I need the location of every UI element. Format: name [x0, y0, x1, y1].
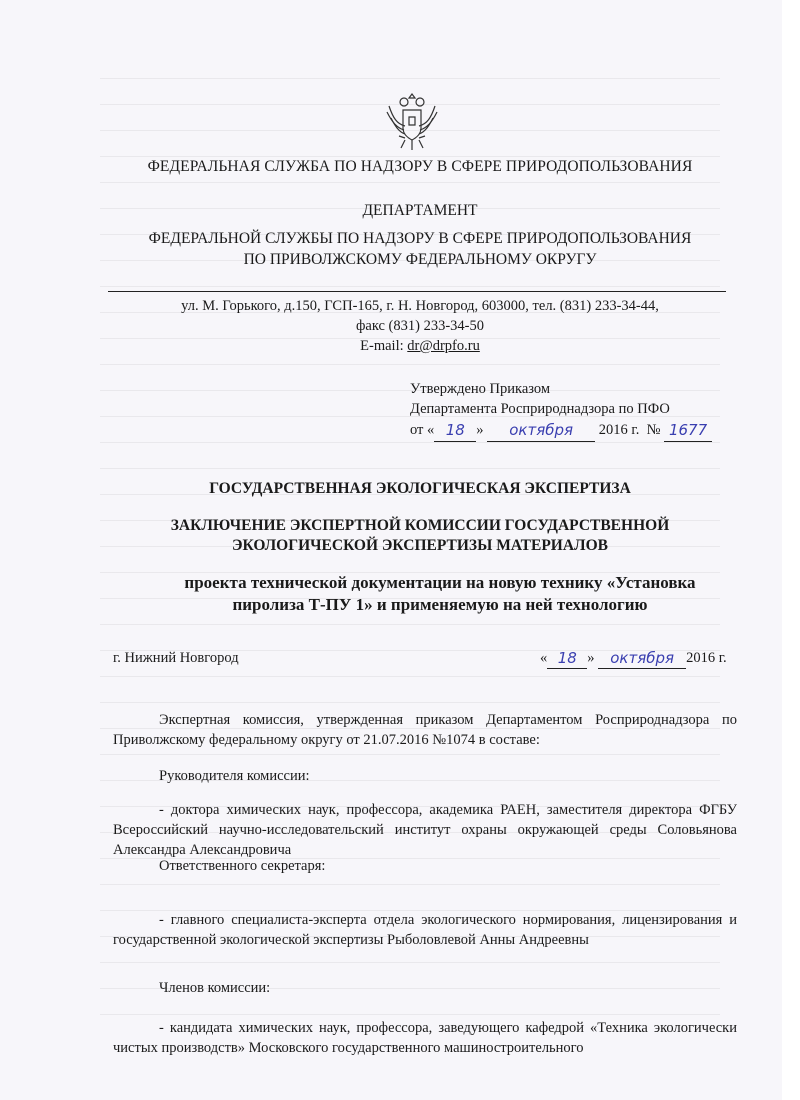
date-quote-open: « — [540, 650, 548, 666]
handwritten-order-number: 1677 — [668, 421, 708, 439]
department-full-name — [100, 228, 740, 270]
approval-line-1: Утверждено Приказом — [410, 381, 551, 397]
handwritten-approval-day: 18 — [445, 421, 465, 439]
agency-name: ФЕДЕРАЛЬНАЯ СЛУЖБА ПО НАДЗОРУ В СФЕРЕ ПРИРОДОПОЛЬЗОВАНИЯ — [147, 158, 693, 175]
document-date — [540, 648, 727, 668]
approval-block — [410, 379, 750, 441]
approval-quote-close: » — [476, 422, 484, 438]
conclusion-heading — [100, 516, 740, 556]
members-paragraph: - кандидата химических наук, профессора, заведующего кафедрой «Техника экологически чистых производств» Московского государственного машиностроительного — [113, 1020, 737, 1056]
project-title-line-2: пиролиза Т-ПУ 1» и применяемую на ней технологию — [232, 595, 648, 614]
document-heading: ГОСУДАРСТВЕННАЯ ЭКОЛОГИЧЕСКАЯ ЭКСПЕРТИЗА — [209, 480, 631, 497]
handwritten-date-month: октября — [610, 649, 675, 667]
email-line — [100, 336, 740, 356]
project-title — [160, 572, 720, 616]
handwritten-date-day: 18 — [557, 649, 577, 667]
date-year: 2016 г. — [686, 650, 727, 666]
coat-of-arms-emblem — [383, 88, 441, 154]
conclusion-heading-line-2: ЭКОЛОГИЧЕСКОЙ ЭКСПЕРТИЗЫ МАТЕРИАЛОВ — [231, 537, 608, 554]
approval-year: 2016 г. — [598, 422, 640, 438]
handwritten-approval-month: октября — [509, 421, 574, 439]
header-divider — [108, 291, 726, 292]
head-label: Руководителя комиссии: — [159, 768, 310, 784]
approval-date-line — [410, 419, 750, 441]
city: г. Нижний Новгород — [113, 650, 239, 666]
secretary-label: Ответственного секретаря: — [159, 858, 326, 874]
members-label: Членов комиссии: — [159, 980, 271, 996]
address-line-1: ул. М. Горького, д.150, ГСП-165, г. Н. Новгород, 603000, тел. (831) 233-34-44, — [181, 298, 659, 314]
date-quote-close: » — [587, 650, 595, 666]
department-title: ДЕПАРТАМЕНТ — [362, 202, 478, 219]
email-link[interactable]: dr@drpfo.ru — [407, 338, 480, 354]
page-edge — [782, 0, 800, 1100]
approval-from-label: от « — [410, 422, 435, 438]
department-line-1: ФЕДЕРАЛЬНОЙ СЛУЖБЫ ПО НАДЗОРУ В СФЕРЕ ПРИРОДОПОЛЬЗОВАНИЯ — [148, 230, 692, 247]
secretary-paragraph: - главного специалиста-эксперта отдела экологического нормирования, лицензирования и государственной экологической экспертизы Рыболовлевой Анны Андреевны — [113, 912, 737, 948]
department-line-2: ПО ПРИВОЛЖСКОМУ ФЕДЕРАЛЬНОМУ ОКРУГУ — [243, 251, 597, 268]
project-title-line-1: проекта технической документации на новую технику «Установка — [184, 573, 696, 592]
address-line-2: факс (831) 233-34-50 — [355, 318, 484, 334]
email-label: E-mail: — [360, 338, 408, 354]
address-block — [100, 296, 740, 356]
head-paragraph: - доктора химических наук, профессора, академика РАЕН, заместителя директора ФГБУ Всероссийский научно-исследовательский институт охраны окружающей среды Соловьянова Александра Александровича — [113, 802, 737, 858]
approval-number-label: № — [646, 422, 661, 438]
conclusion-heading-line-1: ЗАКЛЮЧЕНИЕ ЭКСПЕРТНОЙ КОМИССИИ ГОСУДАРСТВЕННОЙ — [170, 517, 670, 534]
approval-line-2: Департамента Росприроднадзора по ПФО — [410, 401, 670, 417]
intro-paragraph: Экспертная комиссия, утвержденная приказом Департаментом Росприроднадзора по Приволжскому федеральному округу от 21.07.2016 №1074 в составе: — [113, 712, 737, 748]
